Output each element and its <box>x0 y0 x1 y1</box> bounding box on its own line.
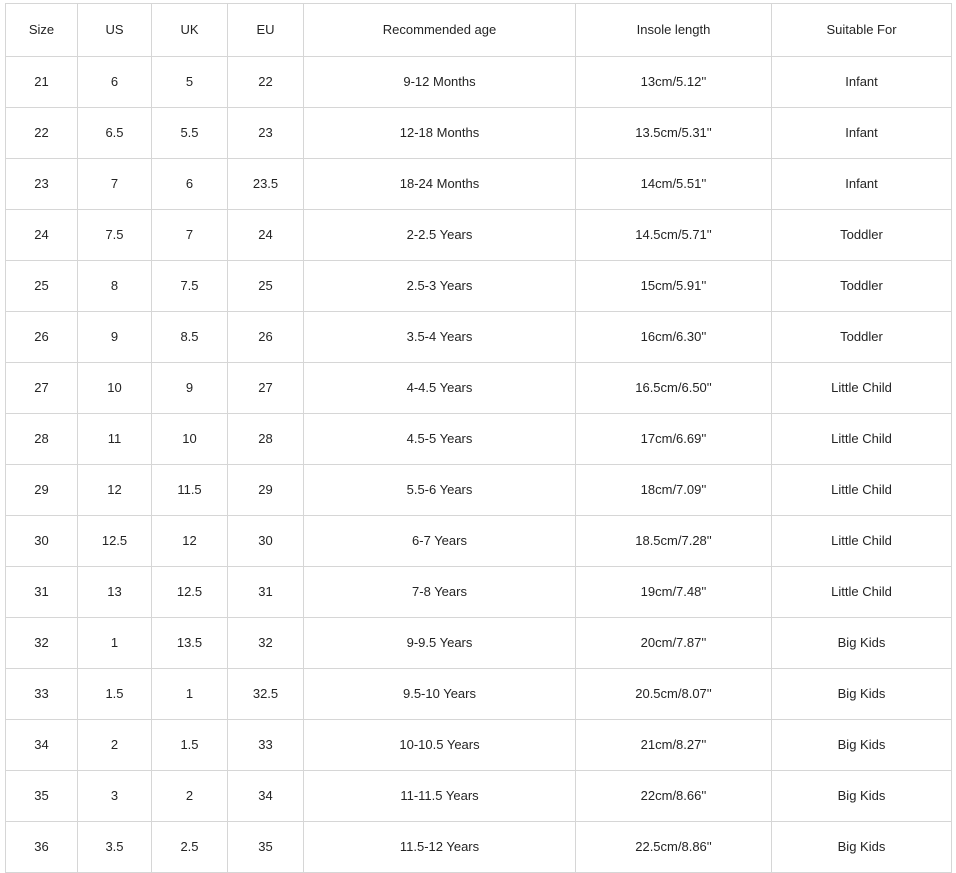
cell-recommended-age: 2-2.5 Years <box>304 210 576 261</box>
cell-recommended-age: 4-4.5 Years <box>304 363 576 414</box>
cell-uk: 7.5 <box>152 261 228 312</box>
cell-size: 29 <box>6 465 78 516</box>
cell-uk: 6 <box>152 159 228 210</box>
cell-size: 35 <box>6 771 78 822</box>
cell-size: 32 <box>6 618 78 669</box>
table-row <box>6 771 952 822</box>
cell-insole-length: 21cm/8.27'' <box>576 720 772 771</box>
cell-recommended-age: 12-18 Months <box>304 108 576 159</box>
cell-uk: 10 <box>152 414 228 465</box>
cell-suitable-for: Infant <box>772 159 952 210</box>
cell-recommended-age: 18-24 Months <box>304 159 576 210</box>
table-row <box>6 567 952 618</box>
cell-uk: 1.5 <box>152 720 228 771</box>
table-row <box>6 720 952 771</box>
table-row <box>6 108 952 159</box>
column-header-us: US <box>78 4 152 57</box>
cell-suitable-for: Toddler <box>772 210 952 261</box>
column-header-insole-length: Insole length <box>576 4 772 57</box>
cell-us: 12.5 <box>78 516 152 567</box>
cell-uk: 13.5 <box>152 618 228 669</box>
column-header-eu: EU <box>228 4 304 57</box>
column-header-size: Size <box>6 4 78 57</box>
cell-us: 7.5 <box>78 210 152 261</box>
table-row <box>6 669 952 720</box>
cell-suitable-for: Infant <box>772 108 952 159</box>
cell-recommended-age: 11-11.5 Years <box>304 771 576 822</box>
table-row <box>6 414 952 465</box>
cell-suitable-for: Toddler <box>772 312 952 363</box>
cell-suitable-for: Little Child <box>772 465 952 516</box>
cell-uk: 7 <box>152 210 228 261</box>
table-body <box>6 57 952 873</box>
table-row <box>6 618 952 669</box>
cell-us: 6 <box>78 57 152 108</box>
table-row <box>6 516 952 567</box>
cell-us: 8 <box>78 261 152 312</box>
cell-recommended-age: 11.5-12 Years <box>304 822 576 873</box>
cell-uk: 12 <box>152 516 228 567</box>
cell-uk: 2.5 <box>152 822 228 873</box>
cell-size: 30 <box>6 516 78 567</box>
table-row <box>6 363 952 414</box>
cell-us: 12 <box>78 465 152 516</box>
cell-us: 3 <box>78 771 152 822</box>
table-row <box>6 210 952 261</box>
cell-uk: 11.5 <box>152 465 228 516</box>
cell-suitable-for: Big Kids <box>772 669 952 720</box>
cell-suitable-for: Big Kids <box>772 822 952 873</box>
cell-recommended-age: 3.5-4 Years <box>304 312 576 363</box>
cell-eu: 34 <box>228 771 304 822</box>
cell-uk: 12.5 <box>152 567 228 618</box>
cell-eu: 25 <box>228 261 304 312</box>
table-row <box>6 261 952 312</box>
cell-eu: 32.5 <box>228 669 304 720</box>
cell-insole-length: 18cm/7.09'' <box>576 465 772 516</box>
cell-eu: 23 <box>228 108 304 159</box>
cell-insole-length: 17cm/6.69'' <box>576 414 772 465</box>
cell-size: 23 <box>6 159 78 210</box>
cell-insole-length: 14.5cm/5.71'' <box>576 210 772 261</box>
cell-insole-length: 22cm/8.66'' <box>576 771 772 822</box>
cell-us: 10 <box>78 363 152 414</box>
cell-recommended-age: 9-9.5 Years <box>304 618 576 669</box>
cell-suitable-for: Little Child <box>772 567 952 618</box>
cell-insole-length: 14cm/5.51'' <box>576 159 772 210</box>
cell-suitable-for: Little Child <box>772 516 952 567</box>
cell-insole-length: 20.5cm/8.07'' <box>576 669 772 720</box>
cell-insole-length: 15cm/5.91'' <box>576 261 772 312</box>
cell-recommended-age: 4.5-5 Years <box>304 414 576 465</box>
cell-suitable-for: Big Kids <box>772 720 952 771</box>
table-row <box>6 465 952 516</box>
cell-uk: 8.5 <box>152 312 228 363</box>
cell-eu: 29 <box>228 465 304 516</box>
cell-insole-length: 13cm/5.12'' <box>576 57 772 108</box>
table-row <box>6 159 952 210</box>
cell-suitable-for: Little Child <box>772 363 952 414</box>
table-header <box>6 4 952 57</box>
cell-uk: 1 <box>152 669 228 720</box>
cell-size: 21 <box>6 57 78 108</box>
cell-eu: 22 <box>228 57 304 108</box>
cell-insole-length: 22.5cm/8.86'' <box>576 822 772 873</box>
cell-uk: 5.5 <box>152 108 228 159</box>
cell-recommended-age: 9-12 Months <box>304 57 576 108</box>
cell-us: 9 <box>78 312 152 363</box>
cell-recommended-age: 2.5-3 Years <box>304 261 576 312</box>
column-header-uk: UK <box>152 4 228 57</box>
cell-recommended-age: 6-7 Years <box>304 516 576 567</box>
cell-recommended-age: 10-10.5 Years <box>304 720 576 771</box>
table-row <box>6 57 952 108</box>
cell-us: 6.5 <box>78 108 152 159</box>
column-header-suitable-for: Suitable For <box>772 4 952 57</box>
cell-us: 2 <box>78 720 152 771</box>
cell-uk: 2 <box>152 771 228 822</box>
cell-us: 1.5 <box>78 669 152 720</box>
cell-eu: 28 <box>228 414 304 465</box>
shoe-size-table <box>5 3 952 873</box>
cell-size: 22 <box>6 108 78 159</box>
cell-size: 36 <box>6 822 78 873</box>
cell-recommended-age: 7-8 Years <box>304 567 576 618</box>
cell-us: 7 <box>78 159 152 210</box>
cell-insole-length: 19cm/7.48'' <box>576 567 772 618</box>
cell-size: 27 <box>6 363 78 414</box>
cell-eu: 35 <box>228 822 304 873</box>
cell-recommended-age: 5.5-6 Years <box>304 465 576 516</box>
cell-us: 11 <box>78 414 152 465</box>
cell-size: 28 <box>6 414 78 465</box>
cell-suitable-for: Big Kids <box>772 771 952 822</box>
column-header-recommended-age: Recommended age <box>304 4 576 57</box>
cell-insole-length: 20cm/7.87'' <box>576 618 772 669</box>
cell-recommended-age: 9.5-10 Years <box>304 669 576 720</box>
cell-eu: 33 <box>228 720 304 771</box>
cell-uk: 5 <box>152 57 228 108</box>
cell-us: 1 <box>78 618 152 669</box>
cell-uk: 9 <box>152 363 228 414</box>
cell-insole-length: 16cm/6.30'' <box>576 312 772 363</box>
cell-suitable-for: Big Kids <box>772 618 952 669</box>
cell-eu: 24 <box>228 210 304 261</box>
cell-insole-length: 13.5cm/5.31'' <box>576 108 772 159</box>
cell-size: 33 <box>6 669 78 720</box>
cell-eu: 31 <box>228 567 304 618</box>
cell-eu: 27 <box>228 363 304 414</box>
cell-eu: 32 <box>228 618 304 669</box>
table-row <box>6 822 952 873</box>
table-header-row <box>6 4 952 57</box>
cell-size: 24 <box>6 210 78 261</box>
cell-us: 13 <box>78 567 152 618</box>
cell-suitable-for: Little Child <box>772 414 952 465</box>
cell-insole-length: 18.5cm/7.28'' <box>576 516 772 567</box>
cell-suitable-for: Toddler <box>772 261 952 312</box>
cell-insole-length: 16.5cm/6.50'' <box>576 363 772 414</box>
table-row <box>6 312 952 363</box>
cell-size: 26 <box>6 312 78 363</box>
cell-eu: 23.5 <box>228 159 304 210</box>
cell-eu: 30 <box>228 516 304 567</box>
cell-size: 25 <box>6 261 78 312</box>
cell-us: 3.5 <box>78 822 152 873</box>
cell-size: 31 <box>6 567 78 618</box>
cell-suitable-for: Infant <box>772 57 952 108</box>
cell-eu: 26 <box>228 312 304 363</box>
cell-size: 34 <box>6 720 78 771</box>
